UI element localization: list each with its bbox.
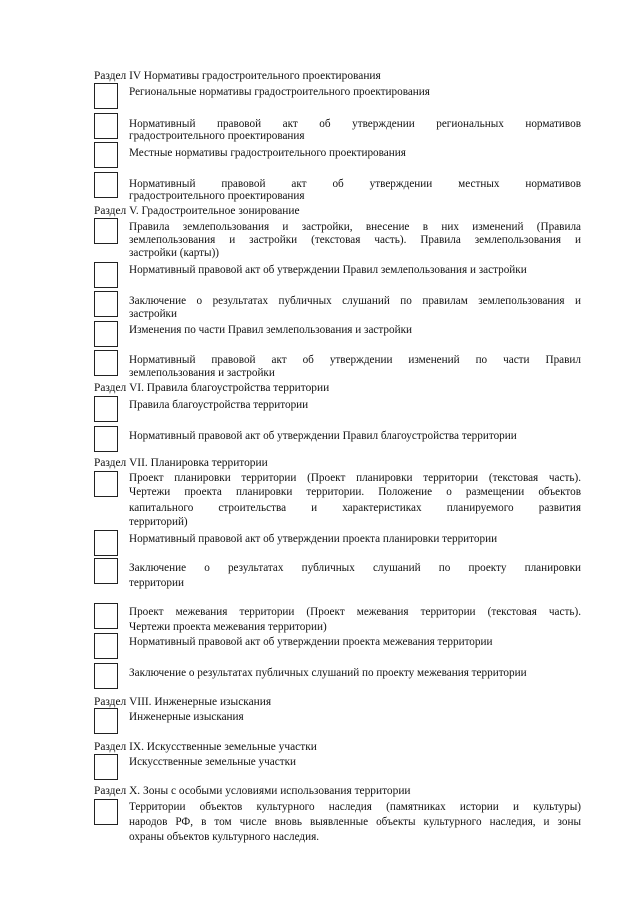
item-text-line: градостроительного проектирования: [129, 190, 305, 202]
item-text-line: Искусственные земельные участки: [129, 756, 297, 768]
item-text-line: Изменения по части Правил землепользования и застройки: [129, 324, 413, 336]
checkbox[interactable]: [94, 663, 118, 689]
item-text-line: Заключение о результатах публичных слушаний по проекту планировки: [129, 562, 581, 574]
checkbox[interactable]: [94, 172, 118, 198]
item-text-line: Местные нормативы градостроительного проектирования: [129, 147, 406, 159]
checkbox[interactable]: [94, 799, 118, 825]
item-text-line: Нормативный правовой акт об утверждении Правил благоустройства территории: [129, 430, 517, 442]
checkbox[interactable]: [94, 142, 118, 168]
checkbox[interactable]: [94, 471, 118, 497]
section-heading: Раздел VIII. Инженерные изыскания: [94, 696, 272, 708]
checkbox[interactable]: [94, 321, 118, 347]
item-text-line: Правила благоустройства территории: [129, 399, 309, 411]
checkbox[interactable]: [94, 262, 118, 288]
checkbox[interactable]: [94, 350, 118, 376]
item-text-line: Нормативный правовой акт об утверждении местных нормативов: [129, 178, 581, 190]
item-text-line: Правила землепользования и застройки, внесение в них изменений (Правила: [129, 221, 581, 233]
item-text-line: Территории объектов культурного наследия (памятниках истории и культуры): [129, 801, 581, 813]
checkbox[interactable]: [94, 83, 118, 109]
section-heading: Раздел VI. Правила благоустройства территории: [94, 382, 330, 394]
item-text-line: градостроительного проектирования: [129, 130, 305, 142]
checkbox[interactable]: [94, 113, 118, 139]
item-text-line: Инженерные изыскания: [129, 711, 244, 723]
checkbox[interactable]: [94, 218, 118, 244]
item-text-line: застройки (карты)): [129, 247, 220, 259]
section-heading: Раздел IV Нормативы градостроительного проектирования: [94, 70, 381, 82]
item-text-line: Чертежи проекта межевания территории): [129, 621, 327, 633]
item-text-line: Проект планировки территории (Проект планировки территории (текстовая часть).: [129, 472, 581, 484]
checkbox[interactable]: [94, 633, 118, 659]
item-text-line: Проект межевания территории (Проект межевания территории (текстовая часть).: [129, 606, 581, 618]
section-heading: Раздел IX. Искусственные земельные участки: [94, 741, 317, 753]
item-text-line: застройки: [129, 308, 177, 320]
item-text-line: территории: [129, 577, 184, 589]
checkbox[interactable]: [94, 754, 118, 780]
item-text-line: Чертежи проекта планировки территории. Положение о размещении объектов: [129, 486, 581, 498]
item-text-line: Нормативный правовой акт об утверждении проекта планировки территории: [129, 533, 498, 545]
item-text-line: Региональные нормативы градостроительного проектирования: [129, 86, 430, 98]
item-text-line: Нормативный правовой акт об утверждении региональных нормативов: [129, 118, 581, 130]
item-text-line: Заключение о результатах публичных слушаний по проекту межевания территории: [129, 667, 527, 679]
section-heading: Раздел X. Зоны с особыми условиями использования территории: [94, 785, 411, 797]
checkbox[interactable]: [94, 291, 118, 317]
checkbox[interactable]: [94, 603, 118, 629]
item-text-line: охраны объектов культурного наследия.: [129, 831, 320, 843]
checkbox[interactable]: [94, 530, 118, 556]
checkbox[interactable]: [94, 426, 118, 452]
checkbox[interactable]: [94, 708, 118, 734]
section-heading: Раздел VII. Планировка территории: [94, 457, 268, 469]
checkbox[interactable]: [94, 558, 118, 584]
item-text-line: территорий): [129, 516, 188, 528]
item-text-line: капитального строительства и характеристиках планируемого развития: [129, 502, 581, 514]
section-heading: Раздел V. Градостроительное зонирование: [94, 205, 300, 217]
item-text-line: Нормативный правовой акт об утверждении проекта межевания территории: [129, 636, 493, 648]
item-text-line: народов РФ, в том числе вновь выявленные объекты культурного наследия, и зоны: [129, 816, 581, 828]
item-text-line: Заключение о результатах публичных слушаний по правилам землепользования и: [129, 295, 581, 307]
item-text-line: землепользования и застройки: [129, 367, 275, 379]
checkbox[interactable]: [94, 396, 118, 422]
item-text-line: Нормативный правовой акт об утверждении Правил землепользования и застройки: [129, 264, 527, 276]
item-text-line: землепользования и застройки (текстовая часть). Правила землепользования и: [129, 234, 581, 246]
item-text-line: Нормативный правовой акт об утверждении изменений по части Правил: [129, 354, 581, 366]
